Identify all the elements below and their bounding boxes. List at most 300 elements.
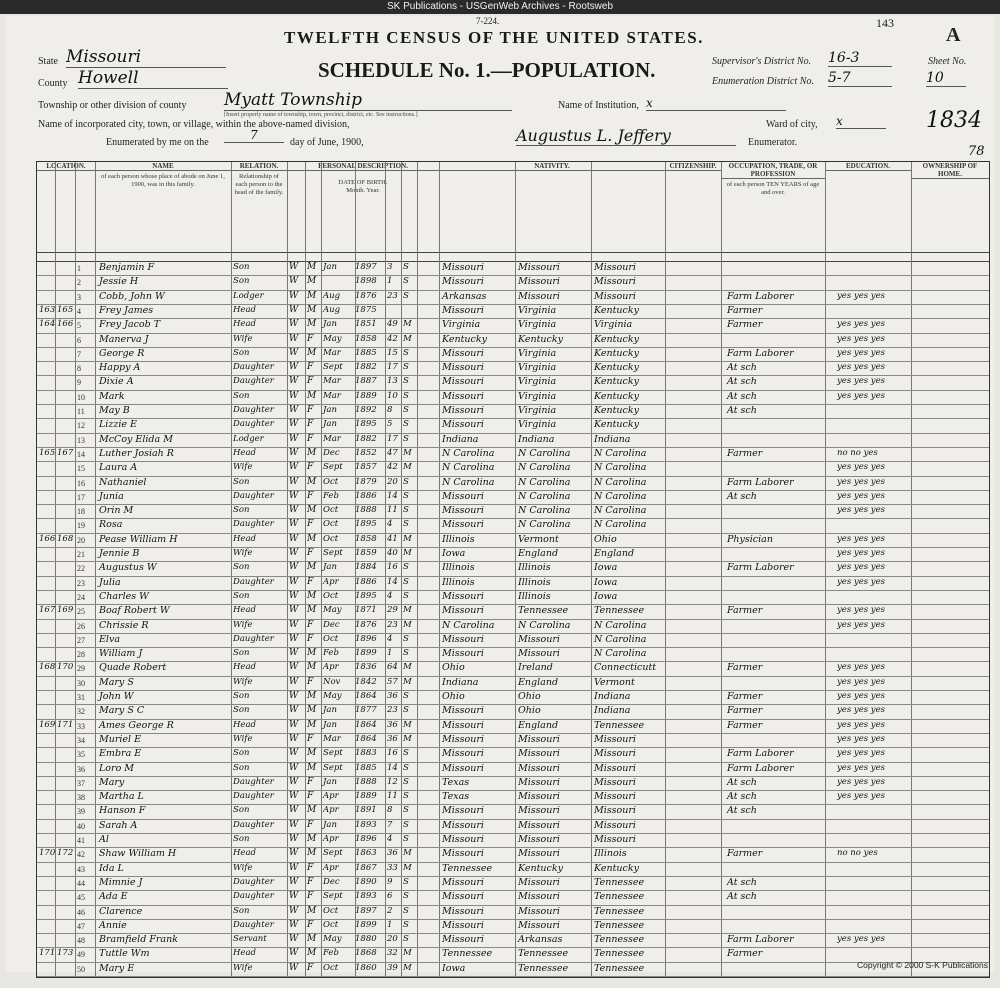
cell-occ: At sch [727,405,757,416]
cell-p3: N Carolina [594,633,647,645]
row-number: 42 [77,850,85,860]
cell-ms: S [403,705,409,716]
source-banner: SK Publications - USGenWeb Archives - Rootsweb [0,0,1000,14]
cell-p2: Virginia [518,419,557,431]
cell-mo: Mar [323,733,341,744]
cell-p3: Missouri [594,776,636,788]
cell-sex: F [307,548,314,558]
enumeration-value: 5-7 [828,70,892,87]
cell-col: W [289,876,299,887]
cell-p2: Missouri [518,633,560,645]
cell-col: W [289,590,299,601]
cell-p3: Tennessee [594,719,645,731]
population-table [36,161,990,978]
cell-rel: Head [233,304,256,315]
cell-col: W [289,705,299,716]
cell-ms: M [403,862,412,873]
cell-yr: 1893 [355,819,377,830]
row-number: 3 [77,292,81,302]
cell-ed: yes yes yes [837,490,885,501]
cell-age: 8 [387,405,393,415]
cell-name: Frey Jacob T [99,319,161,331]
cell-age: 16 [387,748,398,759]
cell-p1: Indiana [442,676,479,688]
name-header [95,162,232,252]
cell-p2: Missouri [518,762,560,774]
table-row [37,404,989,405]
cell-yr: 1885 [355,762,377,773]
column-rule [231,162,232,977]
column-rule [665,162,666,977]
cell-col: W [289,262,299,272]
row-number: 10 [77,392,85,402]
cell-age: 16 [387,562,398,573]
cell-p2: Missouri [518,805,560,817]
cell-name: Mary E [99,962,135,974]
cell-age: 36 [387,719,398,730]
cell-col: W [289,362,299,373]
cell-mo: Dec [323,619,340,630]
cell-name: Shaw William H [99,848,177,860]
cell-mo: Sept [323,462,343,473]
cell-ed: yes yes yes [837,347,885,358]
cell-ed: no no yes [837,447,878,458]
cell-p3: Kentucky [594,304,639,316]
row-number: 9 [77,378,81,388]
cell-p3: Kentucky [594,419,639,431]
ward-label: Ward of city, [766,119,818,130]
row-number: 30 [77,678,85,688]
cell-yr: 1867 [355,862,377,873]
cell-yr: 1864 [355,691,377,701]
cell-age: 17 [387,362,398,373]
cell-age: 47 [387,447,398,458]
cell-age: 4 [387,590,393,601]
cell-p1: Missouri [442,519,484,531]
cell-age: 20 [387,476,398,487]
cell-age: 23 [387,290,398,301]
cell-name: Chrissie R [99,619,149,631]
row-number: 24 [77,592,85,602]
cell-occ: Farmer [727,719,763,731]
cell-rel: Daughter [233,876,274,887]
cell-ed: yes yes yes [837,376,885,387]
cell-ed: yes yes yes [837,719,885,730]
cell-name: Jennie B [99,548,140,559]
cell-mo: Apr [323,805,339,816]
cell-fam: 173 [57,948,74,959]
cell-ms: S [403,347,409,358]
cell-occ: Farmer [727,948,763,960]
cell-p2: Ohio [518,705,541,717]
cell-name: Ida L [99,862,124,874]
cell-p1: Missouri [442,262,484,273]
cell-p1: Missouri [442,376,484,388]
cell-dw: 166 [39,533,56,544]
cell-age: 1 [387,276,393,287]
cell-col: W [289,419,299,430]
cell-ed: yes yes yes [837,505,885,516]
cell-name: Junia [99,490,124,502]
table-row [37,304,989,305]
cell-ms: S [403,934,409,945]
table-row [37,976,989,977]
cell-p1: Missouri [442,719,484,731]
cell-name: Rosa [99,519,123,531]
cell-ed: no no yes [837,848,878,859]
cell-sex: M [307,934,317,945]
table-row [37,833,989,834]
cell-ms: M [403,548,412,558]
cell-p2: Virginia [518,319,557,331]
cell-p2: Tennessee [518,948,569,960]
cell-mo: Oct [323,919,339,930]
cell-rel: Son [233,590,250,601]
cell-p1: Illinois [442,533,475,545]
cell-p1: Missouri [442,905,484,917]
cell-sex: M [307,505,317,516]
cell-rel: Daughter [233,791,274,802]
page-letter: A [946,24,961,46]
column-rule [591,162,592,977]
cell-mo: Oct [323,962,339,973]
cell-rel: Daughter [233,819,274,830]
cell-p1: N Carolina [442,476,495,488]
cell-p2: Missouri [518,262,560,273]
cell-sex: M [307,347,317,358]
cell-yr: 1879 [355,476,377,487]
cell-name: Boaf Robert W [99,605,170,617]
table-row [37,876,989,877]
cell-mo: Apr [323,662,339,673]
cell-mo: Oct [323,476,339,487]
cell-rel: Son [233,691,250,701]
row-number: 49 [77,950,85,960]
form-number: 7-224. [476,16,500,26]
cell-p1: Missouri [442,362,484,374]
cell-name: Mimnie J [99,876,143,888]
table-row [37,905,989,906]
cell-mo: May [323,605,342,616]
cell-p3: Kentucky [594,862,639,874]
cell-p2: Missouri [518,919,560,931]
cell-p1: Missouri [442,633,484,645]
cell-p1: N Carolina [442,462,495,474]
row-number: 13 [77,435,85,445]
cell-p1: N Carolina [442,447,495,459]
cell-occ: Farm Laborer [727,748,794,760]
row-number: 18 [77,507,85,517]
cell-ed: yes yes yes [837,290,885,301]
cell-name: Mary [99,776,125,788]
cell-p1: Texas [442,791,470,803]
county-value: Howell [78,68,228,89]
cell-occ: Physician [727,533,773,545]
cell-ms: S [403,405,409,415]
cell-yr: 1882 [355,433,377,444]
cell-sex: M [307,476,317,487]
cell-age: 57 [387,676,398,687]
location-group-label: LOCATION. [37,162,95,171]
cell-ms: M [403,605,412,616]
cell-name: Mary S C [99,705,145,717]
column-rule [385,162,386,977]
table-row [37,518,989,519]
cell-age: 32 [387,948,398,959]
cell-col: W [289,490,299,501]
cell-rel: Daughter [233,576,274,587]
cell-sex: F [307,490,314,501]
cell-col: W [289,447,299,458]
cell-dw: 171 [39,948,56,959]
cell-p2: Missouri [518,290,560,302]
cell-yr: 1883 [355,748,377,759]
cell-rel: Son [233,805,250,816]
cell-col: W [289,934,299,945]
cell-p2: N Carolina [518,619,571,631]
education-group-label: EDUCATION. [825,162,911,171]
cell-col: W [289,733,299,744]
cell-occ: Farmer [727,304,763,316]
census-title: TWELFTH CENSUS OF THE UNITED STATES. [284,28,704,47]
cell-p3: Connecticutt [594,662,657,674]
cell-p2: Kentucky [518,333,563,345]
cell-ed: yes yes yes [837,548,885,558]
cell-yr: 1876 [355,290,377,301]
row-number: 36 [77,764,85,774]
cell-dw: 163 [39,304,56,315]
cell-age: 13 [387,376,398,387]
row-number: 15 [77,464,85,474]
cell-age: 49 [387,319,398,330]
cell-p2: Virginia [518,405,557,416]
cell-p2: Missouri [518,776,560,788]
cell-mo: Sept [323,748,343,759]
township-note: [Insert properly name of township, town, precinct, district, etc. See instructions.] [224,112,418,118]
cell-rel: Wife [233,333,253,344]
row-number: 28 [77,650,85,660]
cell-ms: M [403,962,412,973]
cell-p1: Missouri [442,848,484,860]
cell-p2: Virginia [518,390,557,402]
row-number: 39 [77,807,85,817]
cell-ms: M [403,848,412,859]
margin-number-2: 78 [968,144,985,159]
cell-ed: yes yes yes [837,934,885,945]
cell-sex: F [307,333,314,344]
cell-col: W [289,662,299,673]
cell-ed: yes yes yes [837,333,885,344]
cell-mo: Oct [323,905,339,916]
cell-name: Frey James [99,304,154,316]
cell-p1: Missouri [442,505,484,517]
column-rule [721,162,722,977]
cell-p2: Virginia [518,362,557,374]
cell-ed: yes yes yes [837,319,885,330]
cell-ms: S [403,834,409,844]
cell-yr: 1882 [355,362,377,373]
cell-ms: M [403,462,412,473]
cell-ed: yes yes yes [837,662,885,673]
cell-rel: Daughter [233,376,274,387]
month-label: Month. [346,187,366,194]
cell-mo: Sept [323,548,343,558]
cell-age: 36 [387,848,398,859]
cell-ed: yes yes yes [837,691,885,701]
cell-mo: Jan [323,705,337,716]
cell-fam: 171 [57,719,74,730]
cell-occ: At sch [727,891,757,903]
cell-occ: Farm Laborer [727,290,794,302]
row-number: 44 [77,878,85,888]
cell-name: Muriel E [99,733,142,745]
cell-name: Luther Josiah R [99,447,174,459]
cell-ms: S [403,519,409,530]
cell-dw: 165 [39,447,56,458]
cell-fam: 168 [57,533,74,544]
cell-p2: England [518,719,559,731]
cell-yr: 1858 [355,333,377,344]
table-row [37,862,989,863]
cell-ms: M [403,662,412,673]
row-number: 14 [77,449,85,459]
cell-yr: 1899 [355,919,377,930]
cell-yr: 1897 [355,262,377,272]
cell-rel: Son [233,705,250,716]
cell-ms: S [403,762,409,773]
cell-yr: 1896 [355,633,377,644]
cell-p3: Missouri [594,733,636,745]
cell-ed: yes yes yes [837,733,885,744]
cell-yr: 1877 [355,705,377,716]
location-header [37,162,96,252]
cell-p1: Iowa [442,962,466,974]
cell-col: W [289,748,299,759]
cell-p1: Missouri [442,605,484,617]
cell-col: W [289,805,299,816]
cell-yr: 1852 [355,447,377,458]
cell-col: W [289,762,299,773]
cell-p3: Tennessee [594,876,645,888]
cell-mo: Sept [323,362,343,373]
cell-age: 2 [387,905,393,916]
county-label: County [38,78,68,89]
cell-occ: At sch [727,376,757,388]
cell-col: W [289,462,299,473]
cell-p2: England [518,548,559,559]
incorporated-label: Name of incorporated city, town, or village, within the above-named division, [38,119,350,130]
cell-mo: Dec [323,876,340,887]
cell-age: 12 [387,776,398,787]
cell-p1: Missouri [442,762,484,774]
cell-yr: 1859 [355,548,377,558]
table-row [37,418,989,419]
cell-yr: 1858 [355,533,377,544]
cell-ed: yes yes yes [837,462,885,473]
cell-col: W [289,347,299,358]
cell-p3: Kentucky [594,376,639,388]
nativity-header [439,162,666,252]
cell-sex: M [307,748,317,759]
cell-ms: S [403,433,409,444]
cell-yr: 1851 [355,319,377,330]
cell-occ: Farmer [727,848,763,860]
cell-sex: F [307,791,314,802]
cell-mo: Feb [323,948,339,959]
cell-col: W [289,905,299,916]
cell-p3: N Carolina [594,519,647,531]
cell-mo: Jan [323,319,337,330]
column-rule [439,162,440,977]
cell-ms: S [403,562,409,573]
cell-p3: Tennessee [594,905,645,917]
cell-sex: M [307,705,317,716]
cell-rel: Lodger [233,433,264,444]
cell-occ: Farmer [727,319,763,331]
cell-ed: yes yes yes [837,676,885,687]
cell-age: 42 [387,462,398,473]
cell-mo: Mar [323,390,341,401]
row-number: 50 [77,964,85,974]
cell-p1: Missouri [442,934,484,946]
cell-yr: 1875 [355,304,377,315]
cell-ed: yes yes yes [837,562,885,573]
cell-ed: yes yes yes [837,791,885,802]
cell-col: W [289,476,299,487]
cell-occ: Farm Laborer [727,762,794,774]
cell-p3: Missouri [594,262,636,273]
row-number: 31 [77,693,85,702]
row-number: 11 [77,407,85,416]
cell-occ: Farm Laborer [727,476,794,488]
citizenship-header [665,162,722,252]
table-row [37,590,989,591]
cell-yr: 1880 [355,934,377,945]
cell-name: May B [99,405,130,416]
cell-p1: Missouri [442,304,484,316]
cell-p2: England [518,676,559,688]
cell-p3: Missouri [594,834,636,845]
cell-p3: N Carolina [594,648,647,660]
cell-col: W [289,533,299,544]
cell-ms: S [403,490,409,501]
row-number: 1 [77,264,81,273]
cell-p3: Iowa [594,562,618,574]
cell-dw: 169 [39,719,56,730]
cell-name: Sarah A [99,819,138,831]
cell-p1: Texas [442,776,470,788]
cell-ms: S [403,590,409,601]
cell-name: Pease William H [99,533,178,545]
cell-sex: F [307,862,314,873]
cell-mo: Mar [323,347,341,358]
cell-col: W [289,791,299,802]
cell-col: W [289,505,299,516]
cell-mo: Jan [323,719,337,730]
row-number: 37 [77,778,85,788]
cell-rel: Daughter [233,919,274,930]
cell-p3: Tennessee [594,605,645,617]
row-number: 34 [77,735,85,745]
cell-p3: Indiana [594,433,631,445]
cell-ms: S [403,290,409,301]
cell-mo: Dec [323,447,340,458]
cell-col: W [289,919,299,930]
supervisor-label: Supervisor's District No. [712,56,812,67]
ownership-header [911,162,989,252]
cell-p2: N Carolina [518,476,571,488]
cell-age: 20 [387,934,398,945]
